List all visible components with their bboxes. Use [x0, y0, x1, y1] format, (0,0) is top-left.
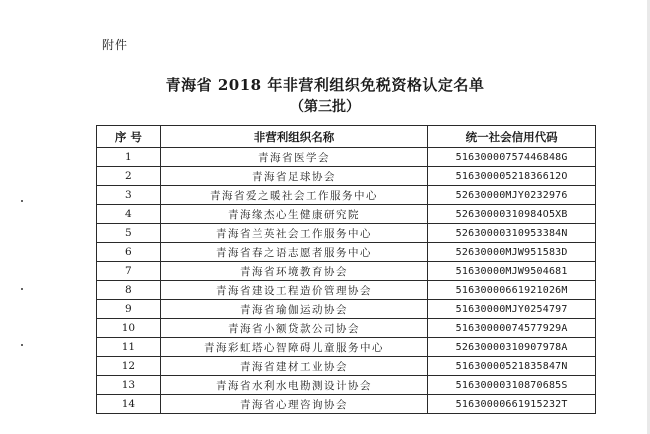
- row-number: 5: [97, 224, 161, 243]
- table-row: [97, 281, 596, 300]
- table-row: [97, 395, 596, 414]
- document-title: 青海省 2018 年非营利组织免税资格认定名单: [165, 76, 485, 94]
- organization-name: 青海彩虹塔心智障碍儿童服务中心: [160, 338, 428, 357]
- row-number: 10: [97, 319, 161, 338]
- organization-name: 青海省瑜伽运动协会: [160, 300, 428, 319]
- organization-name: 青海省心理咨询协会: [160, 395, 428, 414]
- table-row: [97, 224, 596, 243]
- credit-code: 51630000310870685S: [428, 376, 596, 395]
- organization-name: 青海省建设工程造价管理协会: [160, 281, 428, 300]
- organization-name: 青海省环境教育协会: [160, 262, 428, 281]
- credit-code: 52630000310953384N: [428, 224, 596, 243]
- scan-speck: [21, 288, 23, 290]
- credit-code: 51630000521835847N: [428, 357, 596, 376]
- credit-code: 51630000661915232T: [428, 395, 596, 414]
- table-row: [97, 205, 596, 224]
- row-number: 7: [97, 262, 161, 281]
- header-serial-number: 序 号: [97, 126, 161, 148]
- organization-name: 青海省爱之暖社会工作服务中心: [160, 186, 428, 205]
- row-number: 9: [97, 300, 161, 319]
- row-number: 4: [97, 205, 161, 224]
- row-number: 12: [97, 357, 161, 376]
- credit-code: 52630000MJY0232976: [428, 186, 596, 205]
- row-number: 8: [97, 281, 161, 300]
- credit-code: 51630000757446848G: [428, 148, 596, 167]
- organization-name: 青海省小额贷款公司协会: [160, 319, 428, 338]
- organization-table: [96, 125, 596, 414]
- scan-speck: [21, 200, 23, 202]
- organization-name: 青海省足球协会: [160, 167, 428, 186]
- table-row: [97, 357, 596, 376]
- row-number: 14: [97, 395, 161, 414]
- row-number: 11: [97, 338, 161, 357]
- credit-code: 52630000310984O5XB: [428, 205, 596, 224]
- table-row: [97, 300, 596, 319]
- organization-name: 青海省水利水电勘测设计协会: [160, 376, 428, 395]
- credit-code: 51630000521836612O: [428, 167, 596, 186]
- table-row: [97, 338, 596, 357]
- organization-name: 青海缘杰心生健康研究院: [160, 205, 428, 224]
- organization-name: 青海省兰英社会工作服务中心: [160, 224, 428, 243]
- credit-code: 51630000074577929A: [428, 319, 596, 338]
- credit-code: 51630000MJY0254797: [428, 300, 596, 319]
- table-row: [97, 319, 596, 338]
- credit-code: 52630000MJW951583D: [428, 243, 596, 262]
- credit-code: 51630000MJW9504681: [428, 262, 596, 281]
- header-credit-code: 统一社会信用代码: [428, 126, 596, 148]
- organization-name: 青海省春之语志愿者服务中心: [160, 243, 428, 262]
- table-row: [97, 186, 596, 205]
- row-number: 1: [97, 148, 161, 167]
- table-row: [97, 262, 596, 281]
- row-number: 3: [97, 186, 161, 205]
- table-row: [97, 376, 596, 395]
- credit-code: 51630000661921026M: [428, 281, 596, 300]
- organization-name: 青海省医学会: [160, 148, 428, 167]
- row-number: 2: [97, 167, 161, 186]
- table-header-row: [97, 126, 596, 148]
- document-subtitle: （第三批）: [290, 99, 360, 115]
- annex-label: 附件: [102, 38, 129, 52]
- scan-speck: [21, 344, 23, 346]
- table-row: [97, 148, 596, 167]
- credit-code: 52630000310907978A: [428, 338, 596, 357]
- row-number: 13: [97, 376, 161, 395]
- table-row: [97, 167, 596, 186]
- table-row: [97, 243, 596, 262]
- header-organization-name: 非营利组织名称: [160, 126, 428, 148]
- organization-name: 青海省建材工业协会: [160, 357, 428, 376]
- row-number: 6: [97, 243, 161, 262]
